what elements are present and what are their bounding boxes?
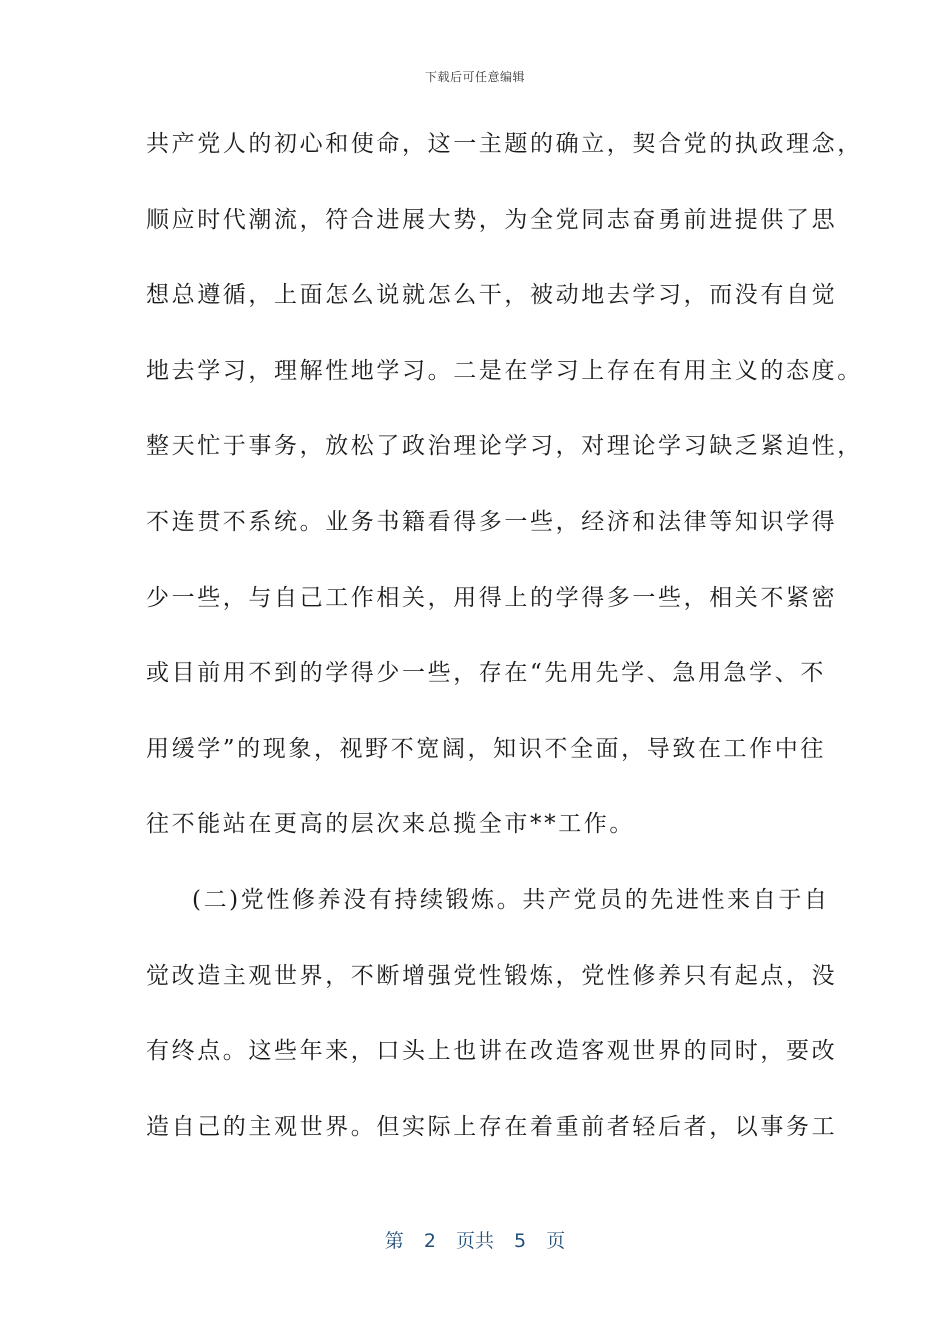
- text-line: 地去学习，理解性地学习。二是在学习上存在有用主义的态度。: [146, 357, 863, 384]
- total-page-count: 5: [514, 1230, 527, 1252]
- current-page-number: 2: [423, 1230, 436, 1252]
- footer-middle: 页共: [455, 1230, 494, 1252]
- text-line: 有终点。这些年来，口头上也讲在改造客观世界的同时，要改: [146, 1038, 838, 1065]
- footer-prefix: 第: [384, 1230, 404, 1252]
- text-line: 觉改造主观世界，不断增强党性锻炼，党性修养只有起点，没: [146, 962, 838, 989]
- text-line: 造自己的主观世界。但实际上存在着重前者轻后者，以事务工: [146, 1113, 838, 1140]
- text-line: 想总遵循，上面怎么说就怎么干，被动地去学习，而没有自觉: [146, 282, 838, 309]
- text-line: 往不能站在更高的层次来总揽全市**工作。: [146, 811, 635, 838]
- text-line: 不连贯不系统。业务书籍看得多一些，经济和法律等知识学得: [146, 508, 838, 535]
- text-line: 顺应时代潮流，符合进展大势，为全党同志奋勇前进提供了思: [146, 206, 838, 233]
- text-line: 共产党人的初心和使命，这一主题的确立，契合党的执政理念，: [146, 131, 863, 157]
- text-line: 整天忙于事务，放松了政治理论学习，对理论学习缺乏紧迫性，: [146, 433, 863, 460]
- text-line: 或目前用不到的学得少一些，存在“先用先学、急用急学、不: [146, 660, 826, 687]
- document-body: [146, 124, 863, 1182]
- text-line: 少一些，与自己工作相关，用得上的学得多一些，相关不紧密: [146, 584, 838, 611]
- page-header: 下载后可任意编辑: [424, 70, 525, 84]
- page-footer: [0, 1226, 950, 1253]
- footer-suffix: 页: [546, 1230, 566, 1252]
- text-line: 用缓学”的现象，视野不宽阔，知识不全面，导致在工作中往: [146, 735, 826, 762]
- paragraph-start-line: (二)党性修养没有持续锻炼。共产党员的先进性来自于自: [192, 886, 830, 913]
